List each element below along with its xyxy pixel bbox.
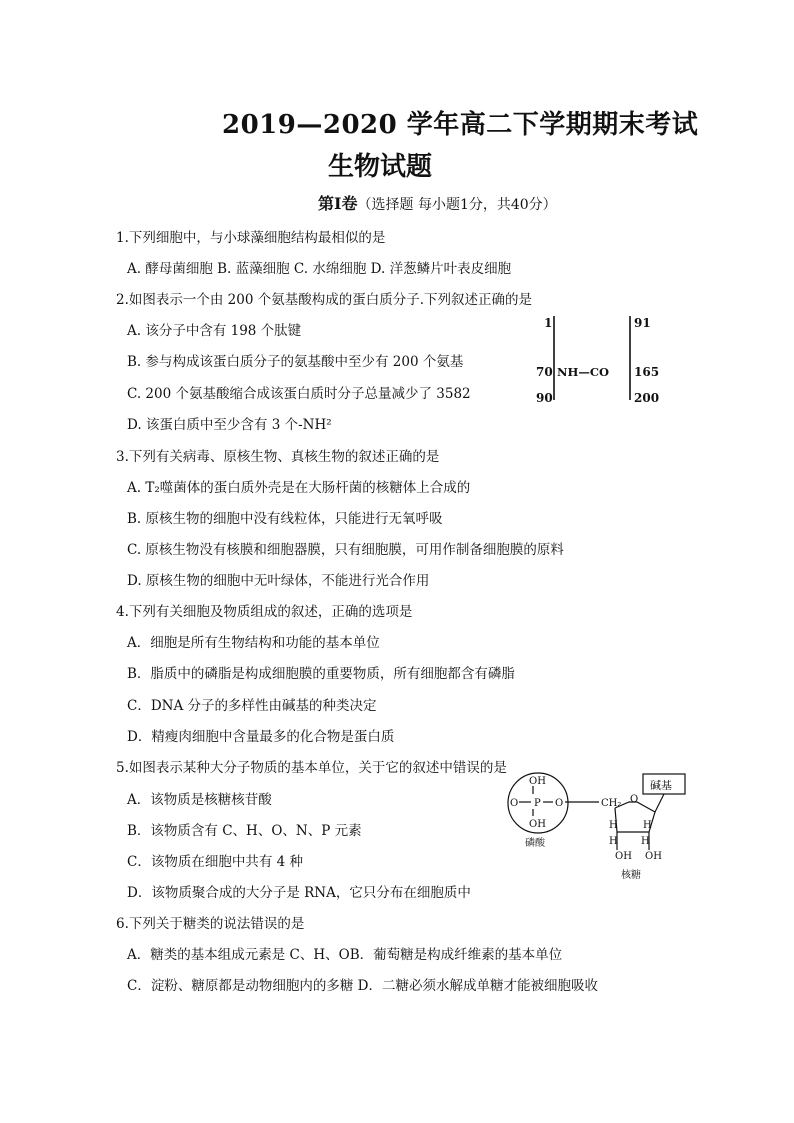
- label-residue-70: 70: [536, 365, 553, 379]
- question-option: B．脂质中的磷脂是构成细胞膜的重要物质，所有细胞都含有磷脂: [127, 666, 515, 682]
- question-option: A. 酵母菌细胞 B. 蓝藻细胞 C. 水绵细胞 D. 洋葱鳞片叶表皮细胞: [127, 261, 512, 277]
- question-stem: 5.如图表示某种大分子物质的基本单位，关于它的叙述中错误的是: [116, 760, 507, 776]
- phosphate-o-left: O: [510, 798, 519, 809]
- label-residue-165: 165: [634, 365, 660, 379]
- ch2-label: CH₂: [601, 798, 622, 809]
- h-label: H: [641, 836, 650, 847]
- question-option: B. 原核生物的细胞中没有线粒体，只能进行无氧呼吸: [127, 511, 443, 527]
- question-stem: 4.下列有关细胞及物质组成的叙述，正确的选项是: [116, 604, 413, 620]
- question-option: A．该物质是核糖核苷酸: [127, 792, 272, 808]
- ring-oxygen: O: [630, 794, 639, 805]
- question-stem: 3.下列有关病毒、原核生物、真核生物的叙述正确的是: [116, 449, 440, 465]
- question-option: A．糖类的基本组成元素是 C、H、OB．葡萄糖是构成纤维素的基本单位: [127, 947, 563, 963]
- oh-label: OH: [645, 851, 662, 862]
- section-header: [318, 191, 557, 214]
- question-option: C．淀粉、糖原都是动物细胞内的多糖 D．二糖必须水解成单糖才能被细胞吸收: [127, 978, 598, 994]
- h-label: H: [643, 820, 652, 831]
- phosphate-oh-bottom: OH: [529, 819, 546, 830]
- base-sugar-bond: [655, 794, 664, 812]
- peptide-bond-label: NH—CO: [557, 365, 610, 379]
- question-option: A. 该分子中含有 198 个肽键: [127, 323, 302, 339]
- protein-structure-diagram: [530, 312, 660, 412]
- h-label: H: [609, 836, 618, 847]
- question-stem: 6.下列关于糖类的说法错误的是: [116, 916, 305, 932]
- ribose-label: 核糖: [621, 870, 641, 881]
- question-option: C．该物质在细胞中共有 4 种: [127, 854, 304, 870]
- phosphate-o-right: O: [555, 798, 564, 809]
- question-option: A．细胞是所有生物结构和功能的基本单位: [127, 635, 380, 651]
- phosphate-p: P: [534, 798, 541, 809]
- label-residue-1: 1: [544, 316, 553, 330]
- phosphate-label: 磷酸: [525, 838, 545, 849]
- section-label: 第Ⅰ卷: [318, 194, 358, 213]
- question-option: A. T₂噬菌体的蛋白质外壳是在大肠杆菌的核糖体上合成的: [127, 480, 471, 496]
- exam-title: 2019—2020 学年高二下学期期末考试: [222, 110, 699, 140]
- label-residue-90: 90: [536, 391, 553, 405]
- question-option: D. 原核生物的细胞中无叶绿体，不能进行光合作用: [127, 573, 430, 589]
- question-option: C. 原核生物没有核膜和细胞器膜，只有细胞膜，可用作制备细胞膜的原料: [127, 542, 564, 558]
- question-stem: 1.下列细胞中，与小球藻细胞结构最相似的是: [116, 230, 386, 246]
- question-option: D．该物质聚合成的大分子是 RNA，它只分布在细胞质中: [127, 885, 471, 901]
- label-residue-200: 200: [634, 391, 660, 405]
- question-option: D．精瘦肉细胞中含量最多的化合物是蛋白质: [127, 729, 395, 745]
- base-label: 碱基: [650, 779, 672, 792]
- question-option: C．DNA 分子的多样性由碱基的种类决定: [127, 698, 377, 714]
- question-option: B. 参与构成该蛋白质分子的氨基酸中至少有 200 个氨基: [127, 354, 464, 370]
- nucleotide-structure-diagram: [505, 770, 690, 885]
- phosphate-oh-top: OH: [529, 776, 546, 787]
- question-option: D. 该蛋白质中至少含有 3 个-NH²: [127, 417, 332, 433]
- question-option: C. 200 个氨基酸缩合成该蛋白质时分子总量减少了 3582: [127, 386, 471, 402]
- h-label: H: [609, 820, 618, 831]
- question-stem: 2.如图表示一个由 200 个氨基酸构成的蛋白质分子.下列叙述正确的是: [116, 292, 533, 308]
- oh-label: OH: [615, 851, 632, 862]
- exam-subtitle: 生物试题: [328, 152, 433, 182]
- question-option: B．该物质含有 C、H、O、N、P 元素: [127, 823, 362, 839]
- label-residue-91: 91: [634, 316, 651, 330]
- section-note: （选择题 每小题1分，共40分）: [357, 197, 557, 213]
